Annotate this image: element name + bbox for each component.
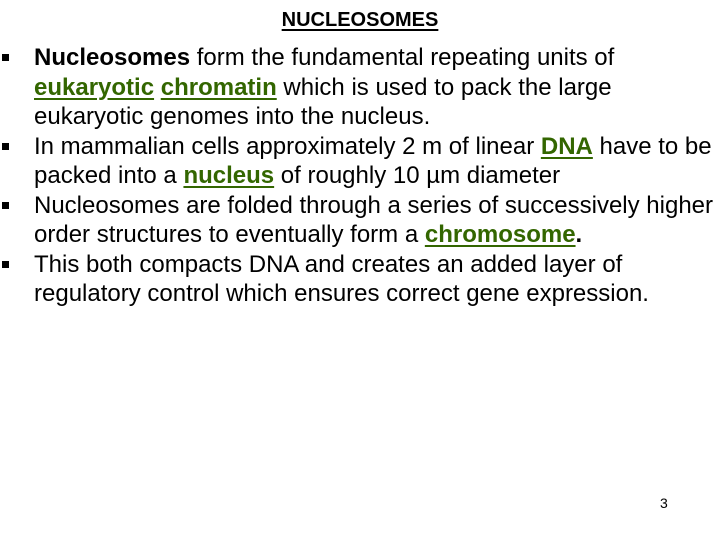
bullet-item bbox=[0, 43, 720, 132]
bullet-item bbox=[0, 132, 720, 191]
bullet-text: which is used to pack the large eukaryotic genomes into the nucleus. bbox=[34, 73, 612, 130]
bullet-text: have to be packed into a bbox=[34, 132, 712, 189]
bullet-text: Nucleosomes are folded through a series of successively higher order structures to eventually form a bbox=[34, 191, 714, 248]
bullet-text: In mammalian cells approximately 2 m of linear bbox=[34, 132, 541, 160]
slide-title: NUCLEOSOMES bbox=[281, 9, 439, 31]
bullet-text: form the fundamental repeating units of bbox=[190, 44, 615, 71]
bullet-text: of roughly 10 µm diameter bbox=[274, 162, 561, 189]
square-bullet-icon bbox=[0, 259, 12, 271]
linked-term-chromosome[interactable]: chromosome bbox=[424, 221, 576, 248]
linked-term-chromatin[interactable]: chromatin bbox=[160, 73, 277, 101]
bullet-item bbox=[0, 250, 720, 309]
bullet-list bbox=[0, 43, 720, 309]
linked-term-dna[interactable]: DNA bbox=[540, 132, 593, 160]
bold-lead-term: Nucleosomes bbox=[34, 44, 191, 71]
page-number: 3 bbox=[660, 495, 668, 511]
bullet-text: This both compacts DNA and creates an added layer of regulatory control which ensures correct gene expression. bbox=[34, 250, 649, 307]
square-bullet-icon bbox=[0, 52, 12, 64]
bullet-item bbox=[0, 191, 720, 250]
linked-term-eukaryotic[interactable]: eukaryotic bbox=[34, 73, 155, 101]
square-bullet-icon bbox=[0, 141, 12, 153]
bullet-text: . bbox=[575, 221, 583, 248]
linked-term-nucleus[interactable]: nucleus bbox=[183, 162, 275, 189]
square-bullet-icon bbox=[0, 200, 12, 212]
bullet-text bbox=[154, 74, 161, 101]
